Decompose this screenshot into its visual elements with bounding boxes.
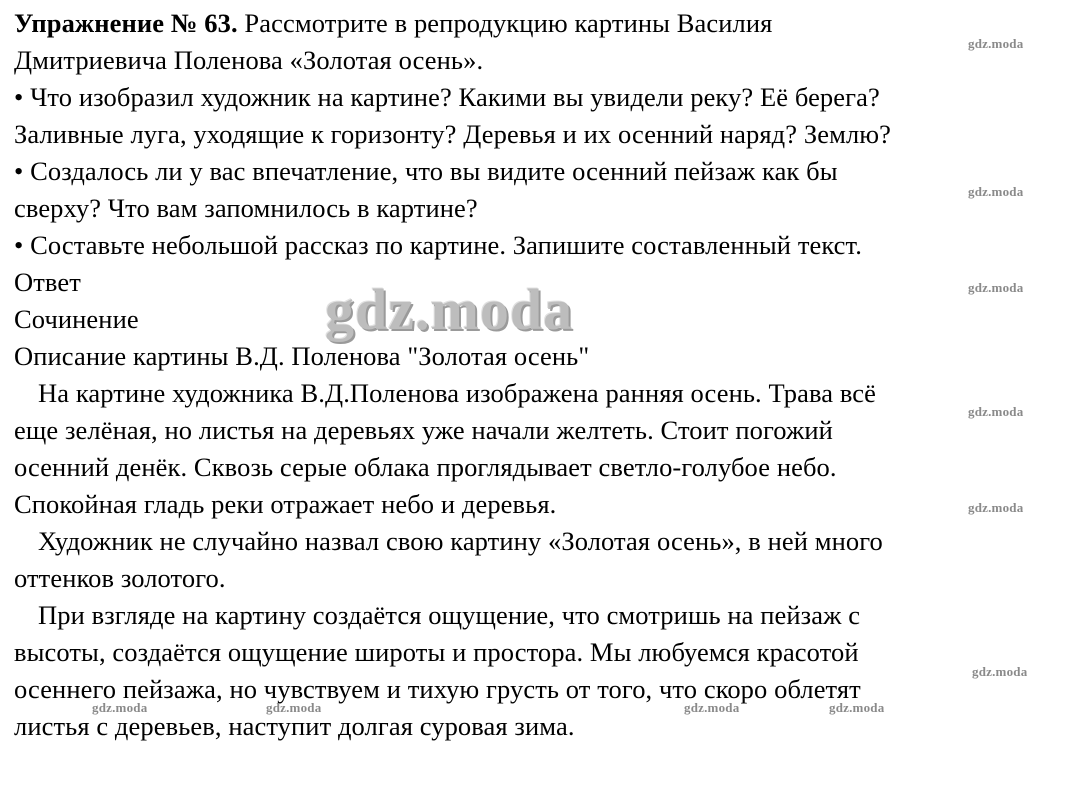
document-body: [14, 5, 1076, 745]
question-3-line1: • Составьте небольшой рассказ по картине. Запишите составленный текст.: [14, 230, 862, 260]
watermark-small: gdz.moda: [266, 700, 322, 715]
question-2-line1: • Создалось ли у вас впечатление, что вы видите осенний пейзаж как бы: [14, 156, 838, 186]
essay-title: Описание картины В.Д. Поленова "Золотая осень": [14, 341, 590, 371]
watermark-small: gdz.moda: [968, 404, 1024, 419]
paragraph-3-line2: высоты, создаётся ощущение широты и простора. Мы любуемся красотой: [14, 637, 859, 667]
paragraph-1-line2: еще зелёная, но листья на деревьях уже начали желтеть. Стоит погожий: [14, 415, 833, 445]
paragraph-1-line3: осенний денёк. Сквозь серые облака проглядывает светло-голубое небо.: [14, 452, 837, 482]
watermark-small: gdz.moda: [972, 664, 1028, 679]
paragraph-1-line1: На картине художника В.Д.Поленова изображена ранняя осень. Трава всё: [38, 378, 877, 408]
question-1-line1: • Что изобразил художник на картине? Какими вы увидели реку? Её берега?: [14, 82, 880, 112]
paragraph-3-line1: При взгляде на картину создаётся ощущение, что смотришь на пейзаж с: [38, 600, 861, 630]
watermark-small: gdz.moda: [968, 36, 1024, 51]
paragraph-3-line4: листья с деревьев, наступит долгая суровая зима.: [14, 711, 575, 741]
watermark-small: gdz.moda: [92, 700, 148, 715]
exercise-intro-line2: Дмитриевича Поленова «Золотая осень».: [14, 45, 484, 75]
watermark-small: gdz.moda: [968, 184, 1024, 199]
watermark-small: gdz.moda: [968, 500, 1024, 515]
paragraph-1-line4: Спокойная гладь реки отражает небо и деревья.: [14, 489, 557, 519]
watermark-small: gdz.moda: [829, 700, 885, 715]
exercise-number: Упражнение № 63.: [14, 8, 238, 38]
exercise-heading-line: [14, 5, 1076, 42]
essay-label: Сочинение: [14, 304, 139, 334]
paragraph-3-line3: осеннего пейзажа, но чувствуем и тихую грусть от того, что скоро облетят: [14, 674, 861, 704]
question-1-line2: Заливные луга, уходящие к горизонту? Деревья и их осенний наряд? Землю?: [14, 119, 892, 149]
question-2-line2: сверху? Что вам запомнилось в картине?: [14, 193, 478, 223]
watermark-large: gdz.moda: [325, 277, 574, 342]
watermark-small: gdz.moda: [684, 700, 740, 715]
paragraph-2-line1: Художник не случайно назвал свою картину «Золотая осень», в ней много: [38, 526, 883, 556]
paragraph-2-line2: оттенков золотого.: [14, 563, 226, 593]
watermark-small: gdz.moda: [968, 280, 1024, 295]
exercise-intro-line1: Рассмотрите в репродукцию картины Василия: [237, 8, 773, 38]
answer-label: Ответ: [14, 267, 81, 297]
